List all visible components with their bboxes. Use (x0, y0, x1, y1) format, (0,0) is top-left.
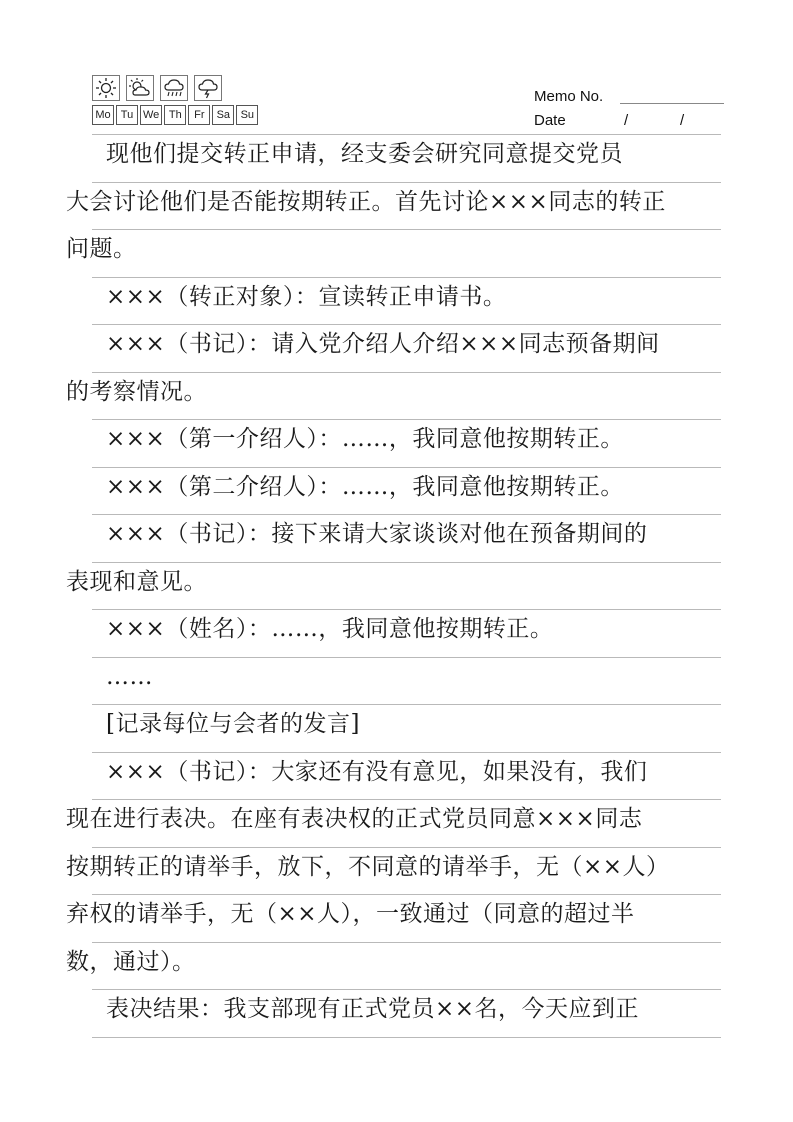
text-line: 表决结果：我支部现有正式党员××名，今天应到正 (106, 996, 640, 1022)
memo-number-row (534, 88, 724, 112)
ruled-line (92, 562, 721, 563)
ruled-line (92, 799, 721, 800)
text-line: 大会讨论他们是否能按期转正。首先讨论×××同志的转正 (66, 188, 666, 215)
weather-panel (92, 75, 255, 133)
ruled-line (92, 324, 721, 325)
rain-icon[interactable] (160, 75, 188, 101)
ruled-line (92, 942, 721, 943)
ruled-line (92, 704, 721, 705)
date-row (534, 112, 724, 136)
date-label: Date (534, 112, 566, 129)
text-line: ×××（转正对象）：宣读转正申请书。 (106, 283, 507, 310)
text-line: …… (106, 663, 153, 690)
text-line: 按期转正的请举手，放下，不同意的请举手，无（××人） (66, 853, 670, 880)
ruled-line (92, 277, 721, 278)
memo-number-field[interactable] (620, 103, 724, 104)
memo-block (534, 88, 724, 136)
storm-icon[interactable] (194, 75, 222, 101)
weekday-box[interactable]: Sa (212, 105, 234, 125)
text-line: [记录每位与会者的发言] (106, 711, 360, 737)
ruled-line (92, 467, 721, 468)
ruled-line (92, 134, 721, 135)
ruled-line (92, 752, 721, 753)
date-separator: / (680, 112, 685, 129)
text-line: 数，通过）。 (66, 948, 196, 975)
ruled-line (92, 609, 721, 610)
weekday-box[interactable]: Su (236, 105, 258, 125)
text-line: 表现和意见。 (66, 568, 207, 595)
text-line: 问题。 (66, 236, 137, 262)
text-line: ×××（书记）：大家还有没有意见，如果没有，我们 (106, 758, 648, 785)
text-line: 弃权的请举手，无（××人），一致通过（同意的超过半 (66, 901, 635, 927)
partly-cloudy-icon[interactable] (126, 75, 154, 101)
weekday-box[interactable]: Tu (116, 105, 138, 125)
ruled-line (92, 989, 721, 990)
ruled-line (92, 229, 721, 230)
ruled-line (92, 514, 721, 515)
weekday-boxes (92, 105, 260, 125)
text-line: 现他们提交转正申请，经支委会研究同意提交党员 (106, 141, 623, 167)
date-separator: / (624, 112, 629, 129)
weekday-box[interactable]: We (140, 105, 162, 125)
ruled-line (92, 182, 721, 183)
weekday-box[interactable]: Fr (188, 105, 210, 125)
ruled-line (92, 1037, 721, 1038)
text-line: ×××（第二介绍人）：……，我同意他按期转正。 (106, 473, 624, 500)
ruled-line (92, 419, 721, 420)
text-line: ×××（书记）：请入党介绍人介绍×××同志预备期间 (106, 331, 660, 357)
ruled-line (92, 372, 721, 373)
ruled-line (92, 657, 721, 658)
text-line: 现在进行表决。在座有表决权的正式党员同意×××同志 (66, 806, 643, 832)
ruled-line (92, 894, 721, 895)
memo-label: Memo No. (534, 88, 604, 105)
sun-icon[interactable] (92, 75, 120, 101)
text-line: ×××（第一介绍人）：……，我同意他按期转正。 (106, 426, 624, 452)
ruled-line (92, 847, 721, 848)
text-line: 的考察情况。 (66, 378, 207, 405)
text-line: ×××（书记）：接下来请大家谈谈对他在预备期间的 (106, 521, 648, 547)
weather-icons (92, 75, 224, 101)
text-line: ×××（姓名）：……，我同意他按期转正。 (106, 616, 554, 642)
weekday-box[interactable]: Mo (92, 105, 114, 125)
weekday-box[interactable]: Th (164, 105, 186, 125)
